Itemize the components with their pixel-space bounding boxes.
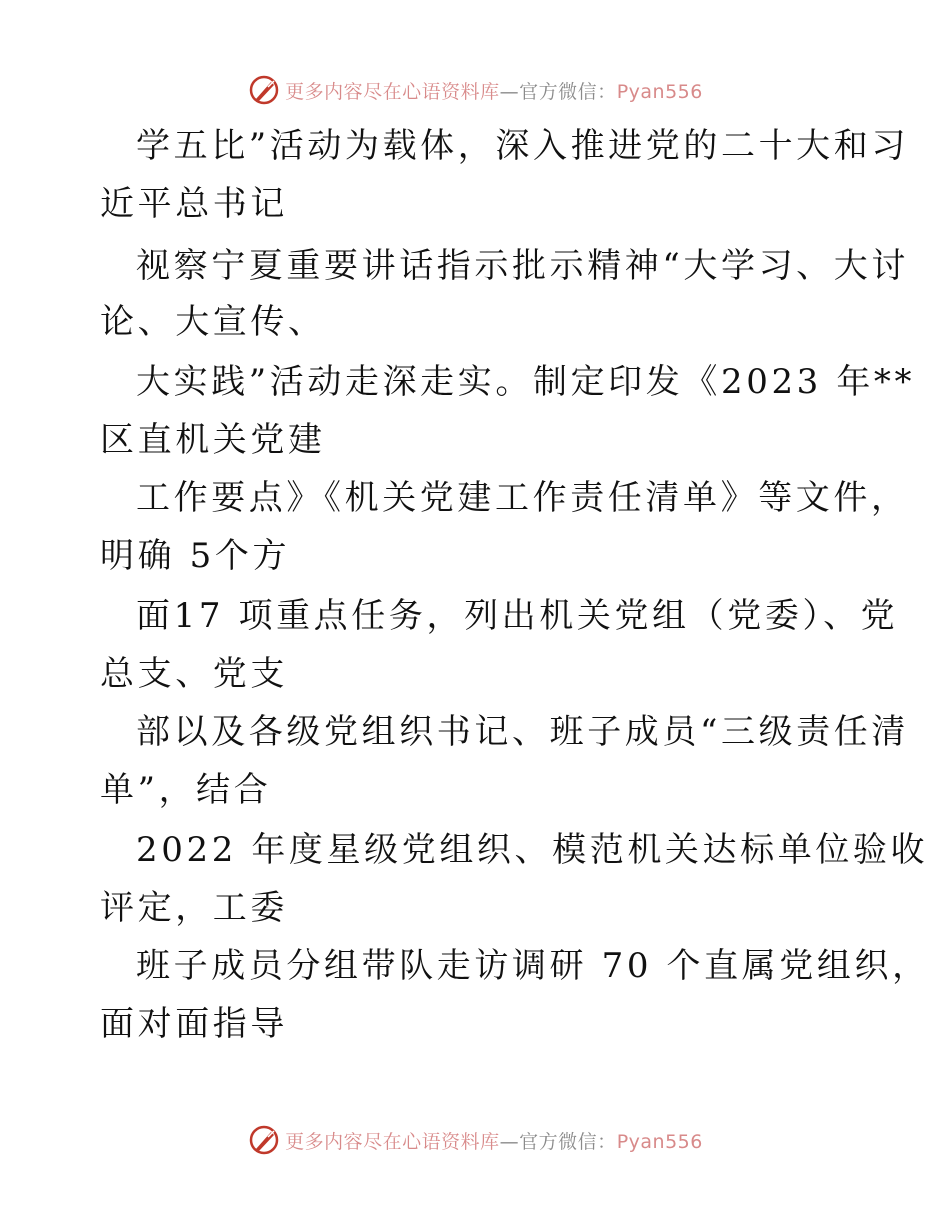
paragraph-line: 班子成员分组带队走访调研 70 个直属党组织，	[136, 946, 930, 986]
paragraph-line: 工作要点》《机关党建工作责任清单》等文件，	[136, 478, 909, 518]
paragraph-line: 面对面指导	[100, 1004, 288, 1044]
paragraph-line: 学五比”活动为载体，深入推进党的二十大和习	[136, 126, 909, 166]
footer-watermark	[0, 1120, 950, 1160]
paragraph-line: 明确 5个方	[100, 536, 291, 576]
paragraph-line: 大实践”活动走深走实。制定印发《2023 年**	[136, 362, 916, 402]
watermark-separator: —	[499, 1130, 520, 1153]
paragraph-line: 区直机关党建	[100, 420, 326, 460]
watermark-brand: 更多内容尽在心语资料库	[285, 80, 500, 103]
paragraph-line: 总支、党支	[100, 654, 288, 694]
paragraph-line: 面17 项重点任务，列出机关党组（党委）、党	[136, 596, 899, 636]
paragraph-line: 近平总书记	[100, 184, 288, 224]
watermark-contact-label: 官方微信：	[519, 1130, 617, 1153]
paragraph-line: 论、大宣传、	[100, 302, 326, 342]
watermark-contact-id: Pyan556	[616, 80, 703, 103]
paragraph-line: 2022 年度星级党组织、模范机关达标单位验收	[136, 830, 929, 870]
quill-logo-icon	[247, 73, 281, 107]
paragraph-line: 视察宁夏重要讲话指示批示精神“大学习、大讨	[136, 246, 909, 286]
paragraph-line: 评定，工委	[100, 888, 288, 928]
watermark-brand: 更多内容尽在心语资料库	[285, 1130, 500, 1153]
quill-logo-icon	[247, 1123, 281, 1157]
watermark-contact-id: Pyan556	[616, 1130, 703, 1153]
header-watermark	[0, 70, 950, 110]
paragraph-line: 部以及各级党组织书记、班子成员“三级责任清	[136, 712, 909, 752]
paragraph-line: 单”，结合	[100, 770, 272, 810]
watermark-separator: —	[499, 80, 520, 103]
watermark-contact-label: 官方微信：	[519, 80, 617, 103]
